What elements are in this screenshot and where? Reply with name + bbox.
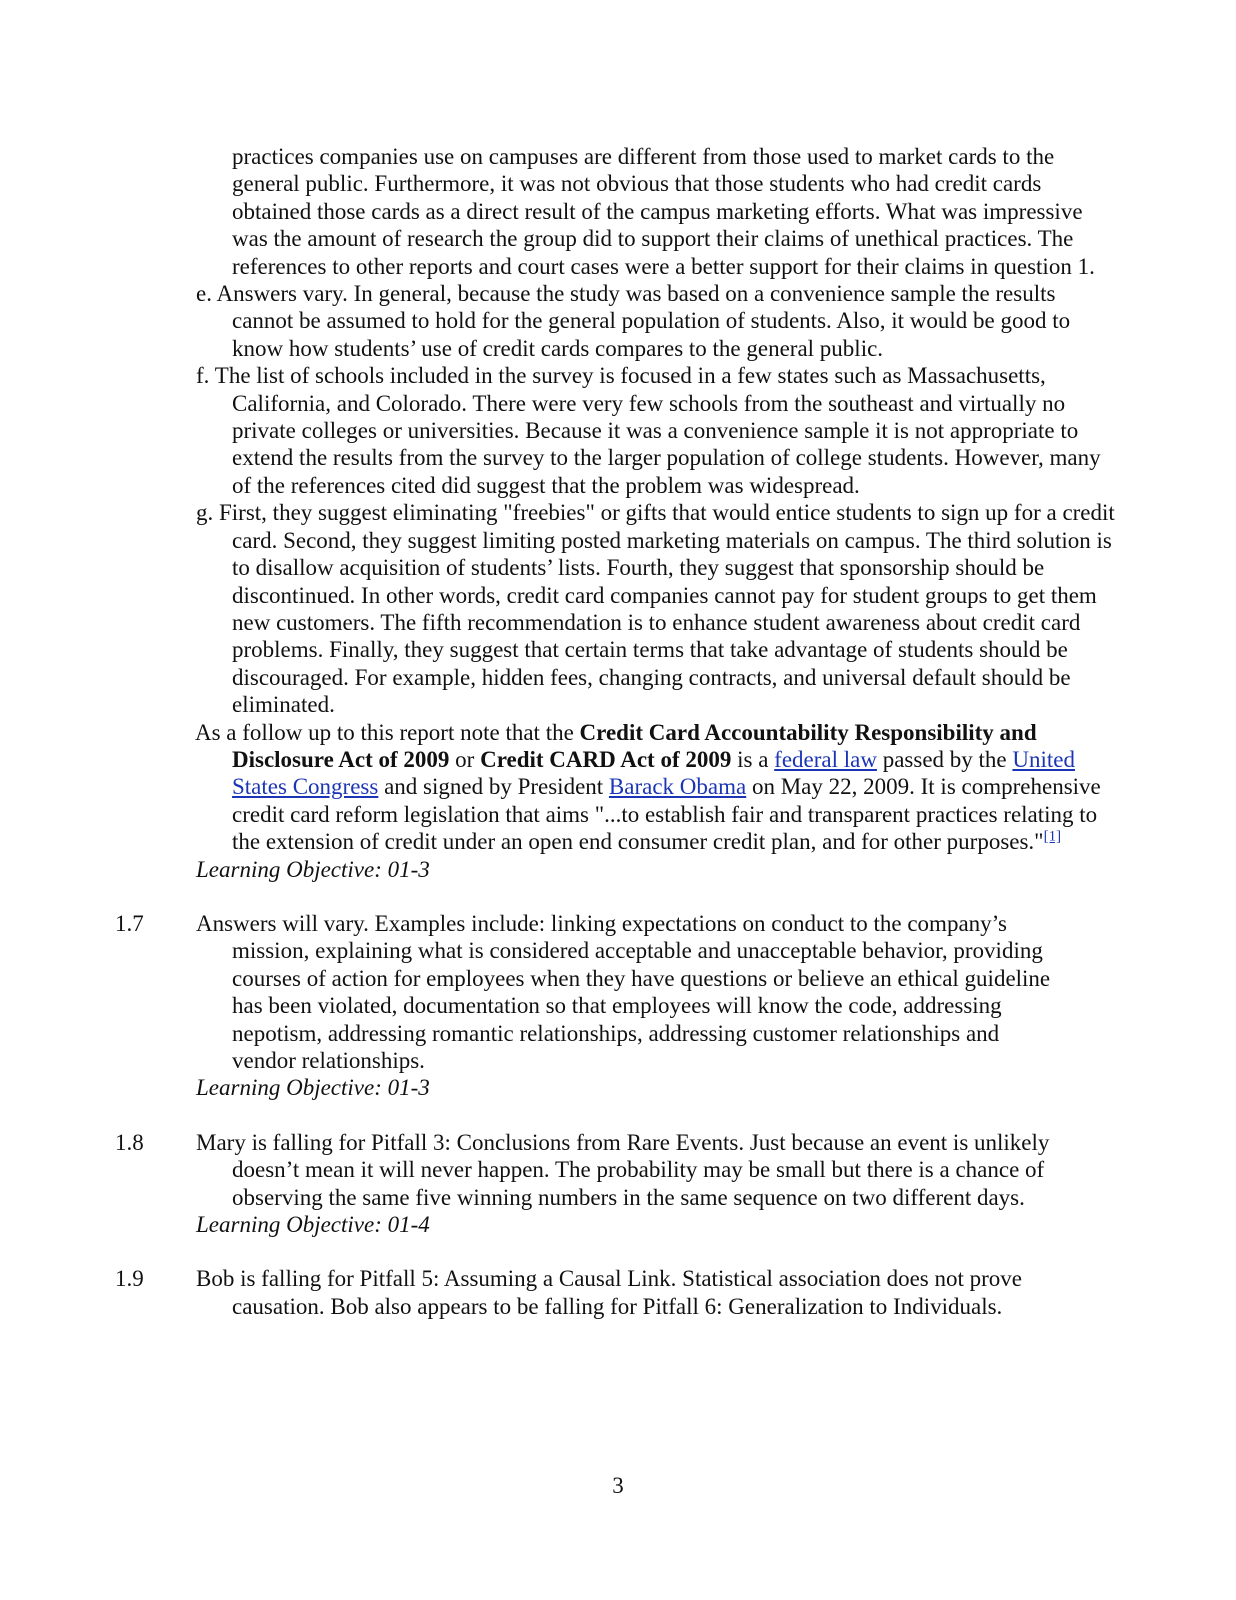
learning-objective: Learning Objective: 01-4 [196,1212,430,1238]
answer-text: Bob is falling for Pitfall 5: Assuming a Causal Link. Statistical association does not prove causation. Bob also appears to be falling for Pitfall 6: Generalization to Individuals. [196,1266,1022,1319]
followup-paragraph [195,719,1116,856]
answer-text: Answers will vary. Examples include: linking expectations on conduct to the company’s mission, explaining what is considered acceptable and unacceptable behavior, providing courses of action for employees when they have questions or believe an ethical guideline has been violated, documentation so that employees will know the code, addressing nepotism, addressing romantic relationships, addressing customer relationships and vendor relationships. [196,910,1051,1073]
barack-obama-link[interactable]: Barack Obama [608,774,747,800]
document-page [0,143,1236,1320]
continuation-paragraph: practices companies use on campuses are different from those used to market cards to the general public. Furthermore, it was not obvious that those students who had credit cards obtained those cards as a direct result of the campus marketing efforts. What was impressive was the amount of research the group did to support their claims of unethical practices. The references to other reports and court cases were a better support for their claims in question 1. [232,144,1095,279]
question-number: 1.9 [115,1266,144,1292]
list-text-g: First, they suggest eliminating "freebies" or gifts that would entice students to sign up for a credit card. Second, they suggest limiting posted marketing materials on campus. The third solution is to disallow acquisition of students’ lists. Fourth, they suggest that sponsorship should be discontinued. In other words, credit card companies cannot pay for student groups to get them new customers. The fifth recommendation is to enhance student awareness about credit card problems. Finally, they suggest that certain terms that take advantage of students should be discouraged. For example, hidden fees, changing contracts, and universal default should be eliminated. [219,500,1115,718]
list-label-e: e. [196,281,212,307]
list-item-g [196,499,1116,718]
us-congress-link[interactable]: United States Congress [232,746,1075,800]
question-1-9 [115,1265,1066,1320]
footnote-link[interactable]: [1] [1043,828,1062,845]
act-full-name: Credit Card Accountability Responsibility and Disclosure Act of 2009 [232,719,1037,772]
list-item-e [196,280,1116,362]
list-text-e: Answers vary. In general, because the study was based on a convenience sample the results cannot be assumed to hold for the general population of students. Also, it would be good to know how students’ use of credit cards compares to the general public. [216,281,1071,361]
list-item-f [196,362,1116,499]
question-1-8 [115,1129,1066,1211]
federal-law-link[interactable]: federal law [774,746,877,772]
answer-text: Mary is falling for Pitfall 3: Conclusions from Rare Events. Just because an event is unlikely doesn’t mean it will never happen. The probability may be small but there is a chance of observing the same five winning numbers in the same sequence on two different days. [196,1129,1050,1210]
followup-text-3: is a [731,746,775,772]
learning-objective: Learning Objective: 01-3 [196,1075,430,1101]
act-short-name: Credit CARD Act of 2009 [480,746,732,772]
question-1-7 [115,910,1066,1074]
page-number: 3 [612,1473,624,1498]
followup-text-6: on May 22, 2009. It is comprehensive credit card reform legislation that aims "...to establish fair and transparent practices relating to the extension of credit under an open end consumer credit plan, and for other purposes." [232,774,1101,855]
list-text-f: The list of schools included in the survey is focused in a few states such as Massachusetts, California, and Colorado. There were very few schools from the southeast and virtually no private colleges or universities. Because it was a convenience sample it is not appropriate to extend the results from the survey to the larger population of college students. However, many of the references cited did suggest that the problem was widespread. [214,363,1101,498]
followup-text-4: passed by the [876,746,1013,772]
list-label-g: g. [196,500,214,526]
question-number: 1.8 [115,1129,144,1155]
followup-text-2: or [449,746,481,772]
learning-objective: Learning Objective: 01-3 [196,856,430,882]
list-label-f: f. [196,363,210,389]
question-number: 1.7 [115,910,144,936]
followup-text-5: and signed by President [378,774,609,800]
followup-text-1: As a follow up to this report note that the [195,719,580,745]
